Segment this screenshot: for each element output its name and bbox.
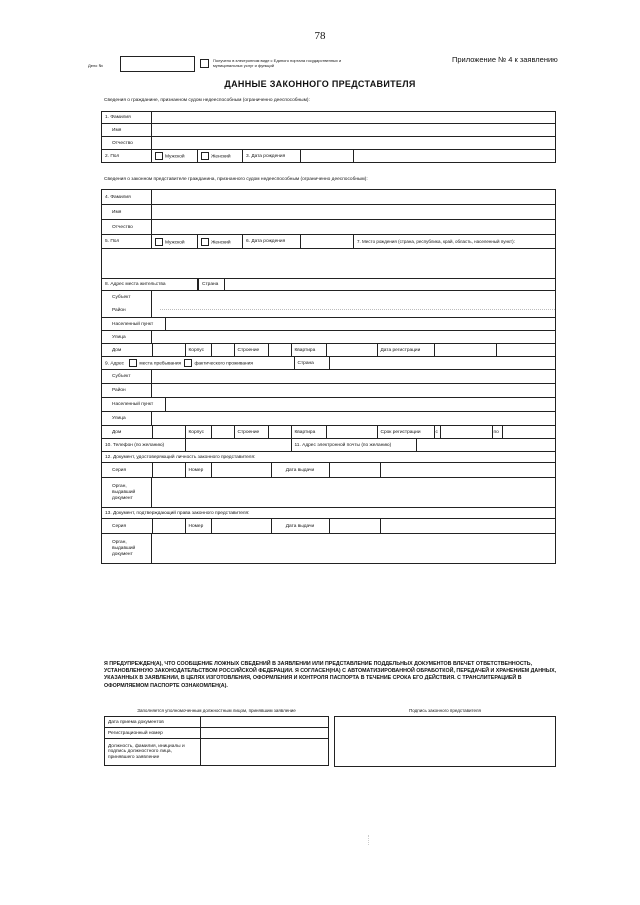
authority-doc-caption: 13. Документ, подтверждающий права законного представителя: [102, 508, 556, 519]
female-label: Женский [211, 154, 231, 160]
stay-to-field[interactable] [502, 426, 555, 438]
rep-birthdate-field[interactable] [301, 235, 354, 249]
official-reg-number-field[interactable] [201, 728, 329, 739]
official-reg-number-label: Регистрационный номер [105, 728, 201, 739]
surname-label: 1. Фамилия [102, 112, 152, 124]
authority-issue-date-label: Дата выдачи [271, 519, 329, 533]
rep-patronymic-label: Отчество [102, 220, 152, 235]
residence-subject-label: Субъект [112, 295, 131, 300]
page-number: 78 [314, 30, 326, 42]
residence-street-label: Улица [102, 331, 152, 344]
rep-male-checkbox[interactable] [155, 238, 163, 246]
official-signature-field[interactable] [201, 739, 329, 766]
stay-apartment-field[interactable] [326, 426, 377, 438]
stay-locality-label: Населенный пункт [102, 398, 165, 411]
rep-female-label: Женский [211, 239, 231, 245]
citizen-section-caption: Сведения о гражданине, признанном судом недееспособным (ограниченно дееспособным): [104, 98, 310, 103]
stay-subject-field[interactable] [152, 370, 556, 384]
sex-female-option[interactable] [198, 150, 243, 163]
actual-residence-checkbox[interactable] [184, 359, 192, 367]
rep-name-label: Имя [102, 205, 152, 220]
authority-doc-row [102, 519, 556, 534]
name-label: Имя [102, 124, 152, 137]
identity-series-field[interactable] [152, 463, 185, 477]
stay-structure-label: Строение [234, 426, 268, 438]
male-checkbox[interactable] [155, 152, 163, 160]
residence-country-field[interactable] [225, 279, 556, 290]
authority-series-field[interactable] [152, 519, 185, 533]
patronymic-label: Отчество [102, 137, 152, 150]
residence-apartment-field[interactable] [326, 344, 377, 356]
residence-locality-row [102, 318, 556, 331]
page-title: ДАННЫЕ ЗАКОННОГО ПРЕДСТАВИТЕЛЯ [224, 79, 416, 89]
stay-address-row [102, 357, 556, 370]
authority-issuer-field[interactable] [152, 534, 556, 564]
stay-from-label: с [434, 426, 440, 438]
residence-locality-label: Населенный пункт [102, 318, 165, 330]
stay-locality-row [102, 398, 556, 412]
citizen-name-field[interactable] [152, 124, 556, 137]
residence-house-field[interactable] [152, 344, 185, 356]
official-block-table [104, 716, 329, 766]
birthdate-label: 3. Дата рождения [243, 150, 301, 163]
residence-regdate-label: Дата регистрации [377, 344, 434, 356]
rep-sex-male-option[interactable] [152, 235, 198, 249]
phone-field[interactable] [185, 439, 291, 451]
rep-birthplace-field[interactable] [102, 249, 556, 279]
identity-doc-caption: 12. Документ, удостоверяющий личность законного представителя: [102, 452, 556, 463]
stay-regperiod-label: Срок регистрации [377, 426, 434, 438]
rep-female-checkbox[interactable] [201, 238, 209, 246]
authority-number-label: Номер [185, 519, 211, 533]
stay-street-field[interactable] [152, 412, 556, 426]
representative-signature-box[interactable] [334, 716, 556, 767]
signature-caption: Подпись законного представителя [409, 708, 481, 713]
phone-label: 10. Телефон (по желанию) [102, 439, 185, 451]
epgu-checkbox-label: Получено в электронном виде с Единого портала государственных и муниципальных услуг и функций [213, 58, 342, 68]
residence-building-field[interactable] [211, 344, 234, 356]
identity-series-label: Серия [102, 463, 152, 477]
stay-subject-label: Субъект [102, 370, 152, 384]
rep-sex-female-option[interactable] [198, 235, 243, 249]
rep-male-label: Мужской [165, 239, 185, 245]
stay-from-field[interactable] [440, 426, 492, 438]
stay-country-label: Страна [294, 357, 329, 369]
rep-name-field[interactable] [152, 205, 556, 220]
official-block-caption: Заполняется уполномоченным должностным лицом, принявшим заявление [137, 708, 296, 713]
stay-street-label: Улица [102, 412, 152, 426]
stay-country-field[interactable] [329, 357, 555, 369]
sex-male-option[interactable] [152, 150, 198, 163]
stay-option-label: места пребывания [139, 361, 182, 367]
authority-series-label: Серия [102, 519, 152, 533]
dotted-guide-line [160, 309, 555, 310]
female-checkbox[interactable] [201, 152, 209, 160]
stay-address-label: 9. Адрес [105, 361, 125, 367]
residence-address-label: 8. Адрес места жительства [102, 279, 198, 291]
stay-locality-field[interactable] [165, 398, 555, 411]
residence-building-label: Корпус [185, 344, 211, 356]
residence-street-field[interactable] [152, 331, 556, 344]
email-label: 11. Адрес электронной почты (по желанию) [291, 439, 416, 451]
identity-issuer-label: Орган, выдавший документ [102, 478, 152, 508]
authority-issuer-label: Орган, выдавший документ [102, 534, 152, 564]
rep-surname-label: 4. Фамилия [102, 190, 152, 205]
empty-cell [380, 519, 555, 533]
epgu-checkbox[interactable] [200, 59, 209, 68]
identity-issue-date-label: Дата выдачи [271, 463, 329, 477]
empty-cell [496, 344, 555, 356]
residence-structure-field[interactable] [268, 344, 291, 356]
stay-house-field[interactable] [152, 426, 185, 438]
actual-residence-label: фактического проживания [194, 361, 253, 367]
rep-birthdate-label: 6. Дата рождения [243, 235, 301, 249]
stay-to-label: по [492, 426, 502, 438]
identity-number-label: Номер [185, 463, 211, 477]
stay-house-label: Дом [102, 426, 152, 438]
residence-country-row [198, 279, 556, 291]
stay-address-options [102, 357, 294, 369]
official-signature-label: Должность, фамилия, инициалы и подпись должностного лица, принявшего заявление [105, 739, 201, 766]
residence-district-label: Район [112, 308, 126, 313]
stay-building-label: Корпус [185, 426, 211, 438]
stay-building-field[interactable] [211, 426, 234, 438]
male-label: Мужской [165, 154, 185, 160]
residence-regdate-field[interactable] [434, 344, 496, 356]
official-reception-date-field[interactable] [201, 717, 329, 728]
citizen-birthdate-field[interactable] [301, 150, 354, 163]
rep-sex-label: 5. Пол [102, 235, 152, 249]
official-reception-date-label: Дата приема документов [105, 717, 201, 728]
residence-country-label: Страна [199, 279, 225, 290]
residence-subject-district-labels [102, 291, 152, 318]
rep-patronymic-field[interactable] [152, 220, 556, 235]
contacts-row [102, 439, 556, 452]
identity-number-field[interactable] [211, 463, 271, 477]
stay-structure-field[interactable] [268, 426, 291, 438]
rep-birthplace-label: 7. Место рождения (страна, республика, край, область, населенный пункт): [354, 235, 556, 249]
warning-text: Я ПРЕДУПРЕЖДЕН(А), ЧТО СООБЩЕНИЕ ЛОЖНЫХ СВЕДЕНИЙ В ЗАЯВЛЕНИИ ИЛИ ПРЕДСТАВЛЕНИЕ ПОДДЕЛЬНЫХ ДОКУМЕНТОВ ВЛЕЧЕТ ОТВЕТСТВЕННОСТЬ, УСТАНОВЛЕННУЮ ЗАКОНОДАТЕЛЬСТВОМ РОССИЙСКОЙ ФЕДЕРАЦИИ. Я СОГЛАСЕН(НА) С АВТОМАТИЗИРОВАННОЙ ОБРАБОТКОЙ, ПЕРЕДАЧЕЙ И ХРАНЕНИЕМ ДАННЫХ, УКАЗАННЫХ В ЗАЯВЛЕНИИ, В ЦЕЛЯХ ИЗГОТОВЛЕНИЯ, ОФОРМЛЕНИЯ И КОНТРОЛЯ ПАСПОРТА В ТЕЧЕНИЕ СРОКА ЕГО ДЕЙСТВИЯ. С ТРАНСЛИТЕРАЦИЕЙ В ОФОРМЛЯЕМОМ ПАСПОРТЕ ОЗНАКОМЛЕН(А). [104, 661, 557, 689]
rep-surname-field[interactable] [152, 190, 556, 205]
identity-issue-date-field[interactable] [329, 463, 380, 477]
residence-subject-district-field[interactable] [152, 291, 556, 318]
stay-option-checkbox[interactable] [129, 359, 137, 367]
representative-section-caption: Сведения о законном представителе гражданина, признанного судом недееспособным (ограниченно дееспособным): [104, 177, 368, 182]
citizen-patronymic-field[interactable] [152, 137, 556, 150]
representative-table [101, 189, 556, 564]
email-field[interactable] [416, 439, 555, 451]
authority-issue-date-field[interactable] [329, 519, 380, 533]
identity-doc-row [102, 463, 556, 478]
residence-apartment-label: Квартира [291, 344, 326, 356]
residence-house-row [102, 344, 556, 357]
stay-apartment-label: Квартира [291, 426, 326, 438]
stay-house-row [102, 426, 556, 439]
empty-cell [354, 150, 556, 163]
authority-number-field[interactable] [211, 519, 271, 533]
stay-district-label: Район [102, 384, 152, 398]
citizen-table [101, 111, 556, 163]
sex-label: 2. Пол [102, 150, 152, 163]
residence-house-label: Дом [102, 344, 152, 356]
scan-artifact [368, 835, 369, 845]
empty-cell [380, 463, 555, 477]
identity-issuer-field[interactable] [152, 478, 556, 508]
stay-district-field[interactable] [152, 384, 556, 398]
residence-structure-label: Строение [234, 344, 268, 356]
case-number-field[interactable] [120, 56, 195, 72]
citizen-surname-field[interactable] [152, 112, 556, 124]
appendix-label: Приложение № 4 к заявлению [452, 55, 558, 64]
case-number-label: Дело № [88, 63, 103, 68]
residence-locality-field[interactable] [165, 318, 555, 330]
